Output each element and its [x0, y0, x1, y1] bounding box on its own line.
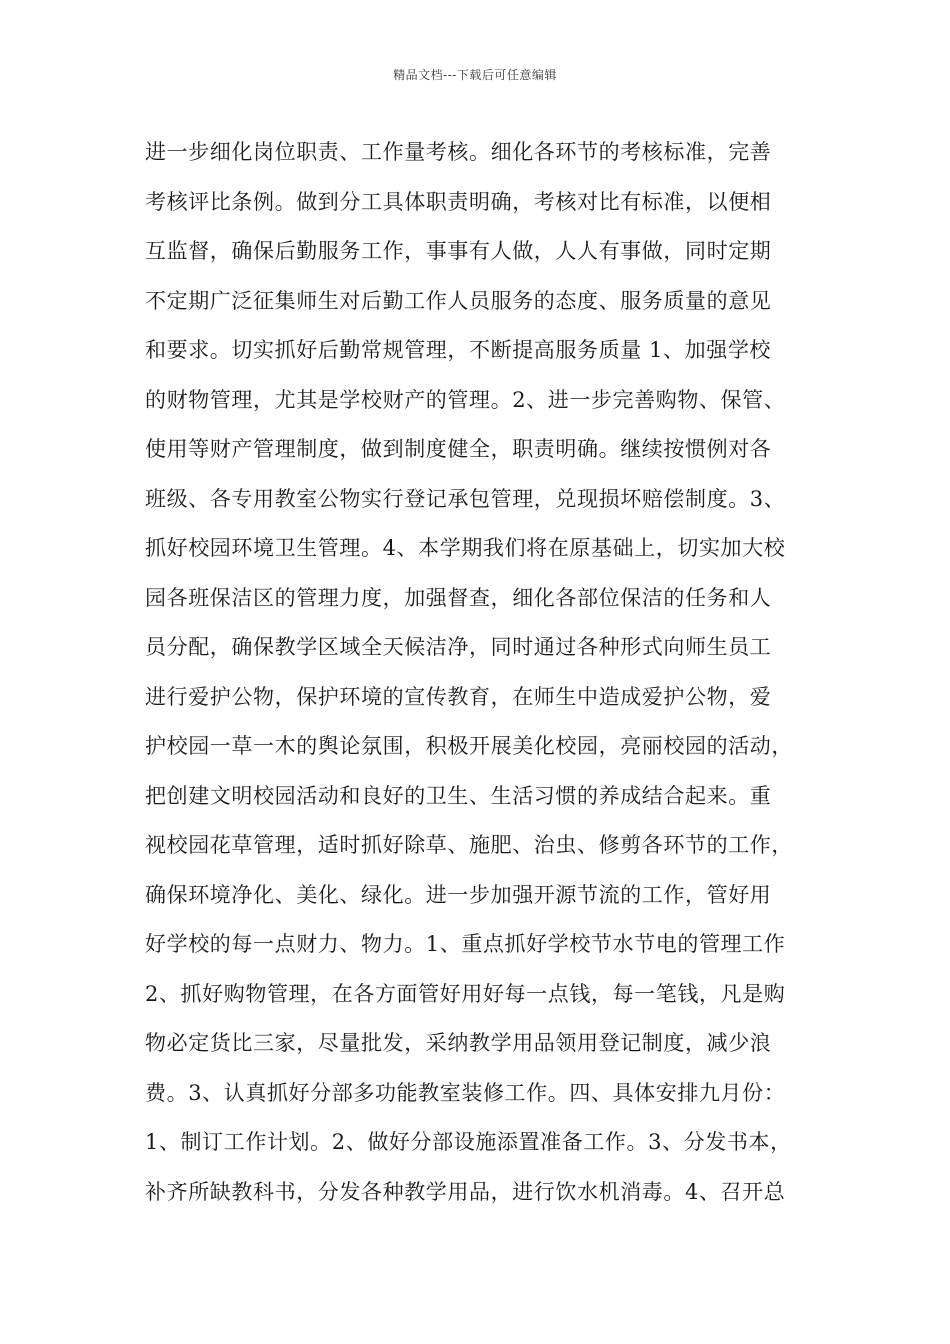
text-line: 好学校的每一点财力、物力。1、重点抓好学校节水节电的管理工作 [145, 932, 786, 956]
text-line: 把创建文明校园活动和良好的卫生、生活习惯的养成结合起来。重 [145, 783, 772, 808]
text-line: 园各班保洁区的管理力度，加强督查，细化各部位保洁的任务和人 [145, 585, 772, 610]
text-line: 互监督，确保后勤服务工作，事事有人做，人人有事做，同时定期 [145, 239, 772, 263]
text-line: 物必定货比三家，尽量批发，采纳教学用品领用登记制度，减少浪 [145, 1031, 772, 1055]
text-line: 进行爱护公物，保护环境的宣传教育，在师生中造成爱护公物，爱 [145, 684, 772, 709]
text-line: 不定期广泛征集师生对后勤工作人员服务的态度、服务质量的意见 [145, 288, 772, 313]
text-line: 考核评比条例。做到分工具体职责明确，考核对比有标准，以便相 [145, 189, 772, 214]
text-line: 班级、各专用教室公物实行登记承包管理，兑现损坏赔偿制度。3、 [145, 486, 786, 511]
text-line: 确保环境净化、美化、绿化。进一步加强开源节流的工作，管好用 [145, 882, 772, 907]
text-line: 1、制订工作计划。2、做好分部设施添置准备工作。3、分发书本， [145, 1130, 792, 1154]
text-line: 2、抓好购物管理，在各方面管好用好每一点钱，每一笔钱，凡是购 [145, 981, 786, 1006]
text-line: 使用等财产管理制度，做到制度健全，职责明确。继续按惯例对各 [145, 437, 772, 461]
text-line: 费。3、认真抓好分部多功能教室装修工作。四、具体安排九月份： [145, 1080, 786, 1105]
text-line: 员分配，确保教学区域全天候洁净，同时通过各种形式向师生员工 [145, 635, 772, 659]
text-line: 护校园一草一木的舆论氛围，积极开展美化校园，亮丽校园的活动， [145, 734, 793, 758]
page-header: 精品文档---下载后可任意编辑 [393, 68, 557, 82]
text-line: 和要求。切实抓好后勤常规管理，不断提高服务质量 1、加强学校 [145, 338, 772, 362]
text-line: 补齐所缺教科书，分发各种教学用品，进行饮水机消毒。4、召开总 [145, 1179, 786, 1204]
body-paragraph [145, 128, 845, 1217]
text-line: 的财物管理，尤其是学校财产的管理。2、进一步完善购物、保管、 [145, 387, 786, 412]
text-line: 视校园花草管理，适时抓好除草、施肥、治虫、修剪各环节的工作， [145, 833, 793, 857]
text-line: 抓好校园环境卫生管理。4、本学期我们将在原基础上，切实加大校 [145, 536, 786, 560]
text-line: 进一步细化岗位职责、工作量考核。细化各环节的考核标准，完善 [145, 140, 772, 164]
